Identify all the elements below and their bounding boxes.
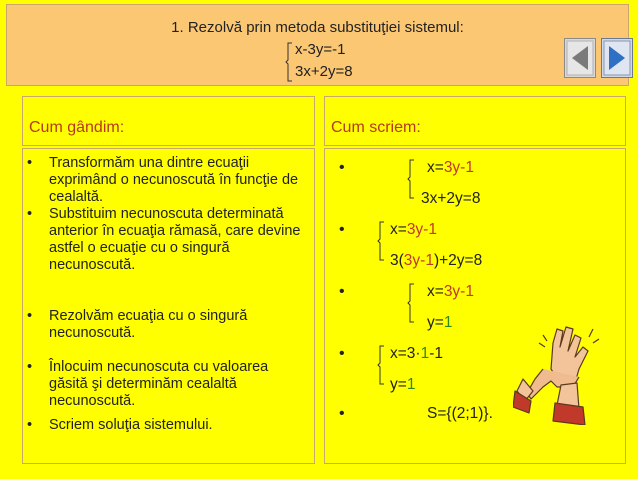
bullet-icon: •: [339, 405, 345, 422]
step3-x-equation: x=3y-1: [427, 283, 474, 300]
step4-x-computation: x=3·1-1: [390, 345, 444, 362]
forward-button[interactable]: [601, 38, 633, 78]
step1-brace: [407, 159, 415, 199]
bullet-icon: •: [339, 159, 345, 176]
how-we-write-panel: [324, 148, 626, 464]
system-brace: [285, 42, 293, 82]
bullet-icon: •: [27, 308, 33, 324]
how-we-write-header: [324, 96, 626, 146]
bullet-icon: •: [339, 283, 345, 300]
system-equation-1: x-3y=-1: [295, 41, 346, 58]
clapping-hands-icon: [513, 321, 613, 425]
solution-set: S={(2;1)}.: [427, 405, 493, 422]
header-panel: [6, 4, 629, 86]
bullet-icon: •: [27, 155, 33, 171]
step1-x-equation: x=3y-1: [427, 159, 474, 176]
step4-brace: [377, 345, 385, 385]
step2-brace: [377, 221, 385, 261]
bullet-icon: •: [27, 206, 33, 222]
system-equation-2: 3x+2y=8: [295, 63, 353, 80]
how-we-think-panel: • Transformăm una dintre ecuaţii exprimând o necunoscută în funcţie de cealaltă. • Substituim necunoscuta determinată anterior în ecuaţia rămasă, care devine astfel o ecuaţie cu o singură necunoscută. • Rezolvăm ecuaţia cu o singură necunoscută. • Înlocuim necunoscuta cu valoarea găsită şi determinăm cealaltă necunoscută. • Scriem soluţia sistemului.: [22, 148, 315, 464]
step3-y-value: y=1: [427, 314, 453, 331]
step4-y-value: y=1: [390, 376, 416, 393]
step2-substituted-equation: 3(3y-1)+2y=8: [390, 252, 483, 269]
how-we-think-header: [22, 96, 315, 146]
bullet-icon: •: [27, 359, 33, 375]
exercise-title: 1. Rezolvă prin metoda substituţiei sistemul:: [171, 19, 464, 36]
bullet-icon: •: [339, 221, 345, 238]
step1-second-equation: 3x+2y=8: [421, 190, 481, 207]
how-we-think-heading: Cum gândim:: [29, 119, 125, 136]
step3-brace: [407, 283, 415, 323]
bullet-icon: •: [339, 345, 345, 362]
back-button[interactable]: [564, 38, 596, 78]
bullet-icon: •: [27, 417, 33, 433]
step2-x-equation: x=3y-1: [390, 221, 437, 238]
how-we-write-heading: Cum scriem:: [331, 119, 421, 136]
